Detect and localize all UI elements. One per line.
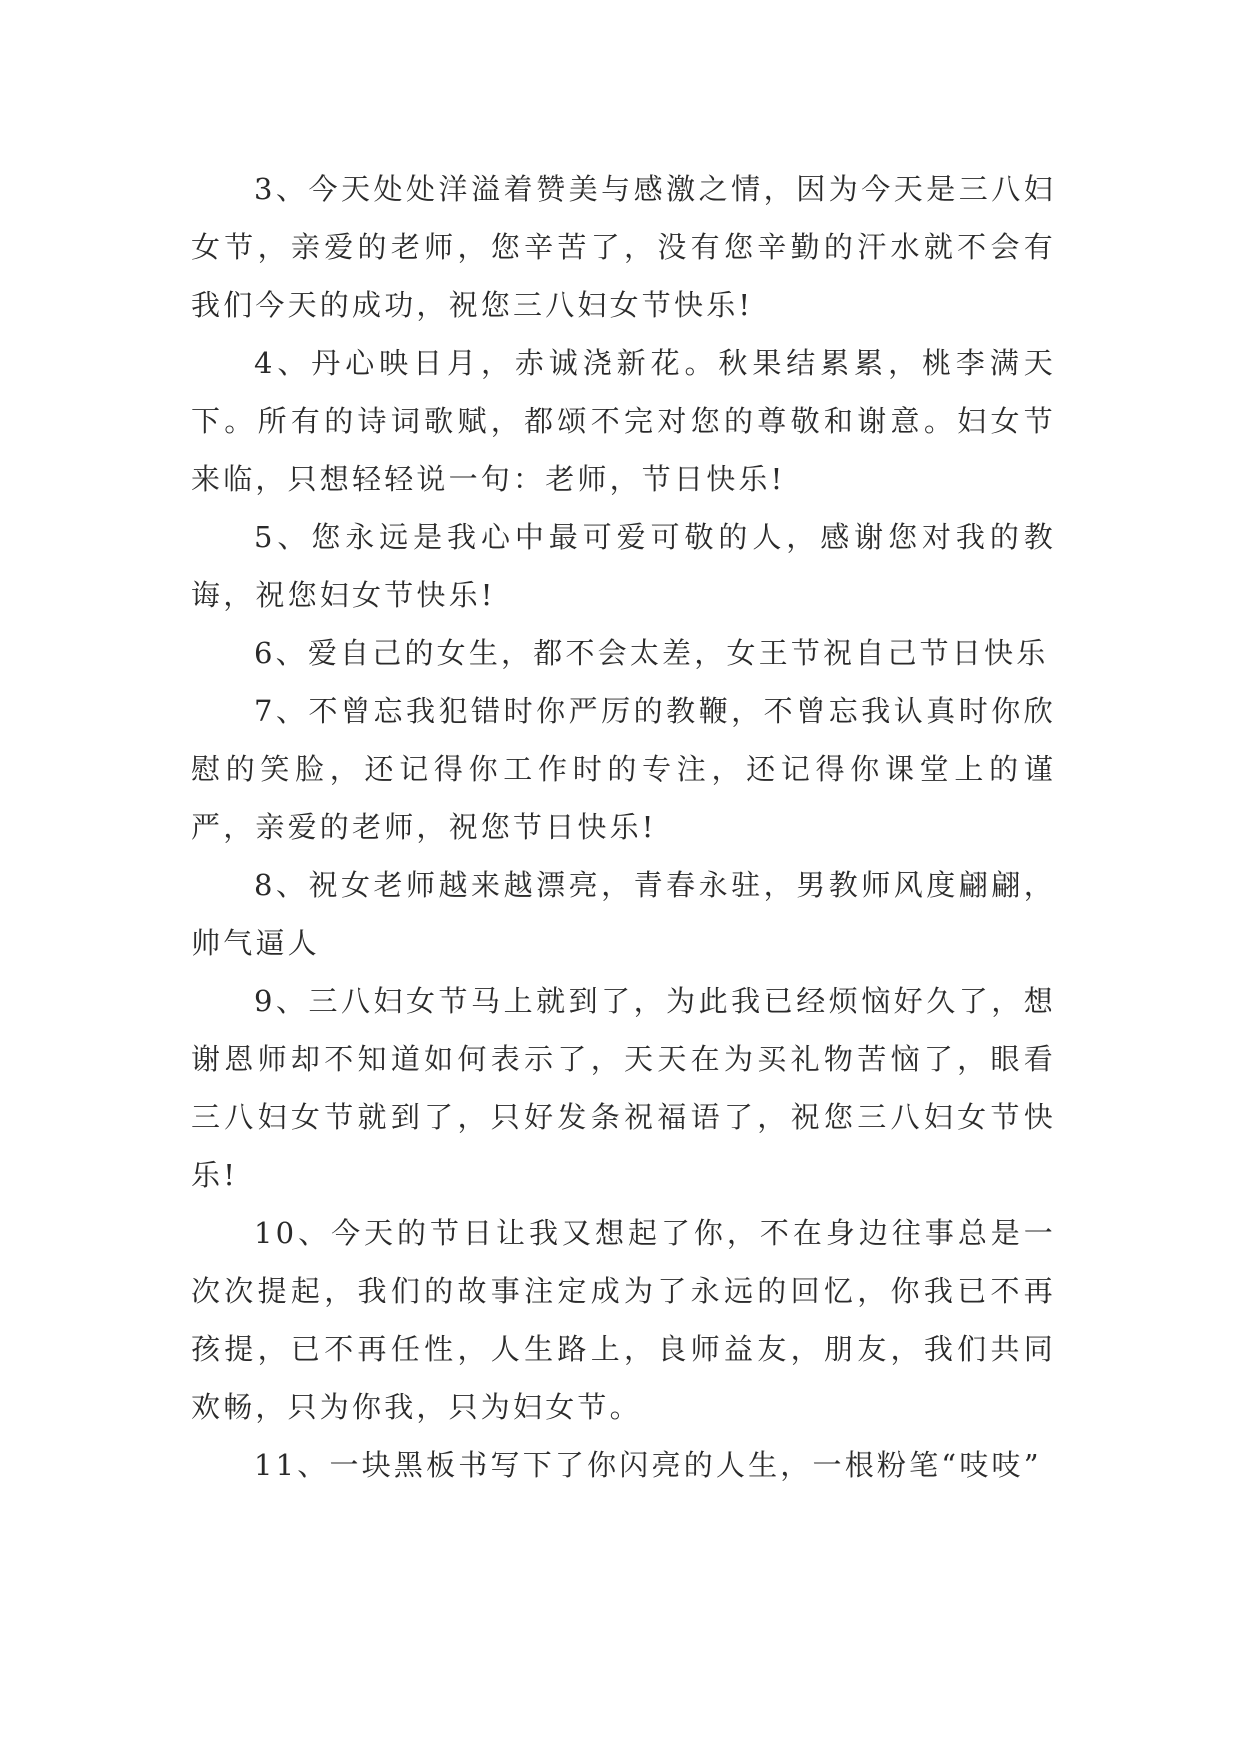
paragraph-11: 11、一块黑板书写下了你闪亮的人生，一根粉笔“吱吱” [254,1448,1042,1482]
paragraph-3: 3、今天处处洋溢着赞美与感激之情，因为今天是三八妇女节，亲爱的老师，您辛苦了，没有您辛勤的汗水就不会有我们今天的成功，祝您三八妇女节快乐! [191,172,1056,322]
paragraph-4: 4、丹心映日月，赤诚浇新花。秋果结累累，桃李满天下。所有的诗词歌赋，都颂不完对您的尊敬和谢意。妇女节来临，只想轻轻说一句：老师，节日快乐! [191,346,1056,496]
document-body [191,160,1056,1494]
paragraph-9: 9、三八妇女节马上就到了，为此我已经烦恼好久了，想谢恩师却不知道如何表示了，天天在为买礼物苦恼了，眼看三八妇女节就到了，只好发条祝福语了，祝您三八妇女节快乐! [191,984,1056,1192]
paragraph-7: 7、不曾忘我犯错时你严厉的教鞭，不曾忘我认真时你欣慰的笑脸，还记得你工作时的专注，还记得你课堂上的谨严，亲爱的老师，祝您节日快乐! [191,694,1056,844]
paragraph-5: 5、您永远是我心中最可爱可敬的人，感谢您对我的教诲，祝您妇女节快乐! [191,520,1056,612]
paragraph-8: 8、祝女老师越来越漂亮，青春永驻，男教师风度翩翩，帅气逼人 [191,868,1056,960]
paragraph-6: 6、爱自己的女生，都不会太差，女王节祝自己节日快乐 [254,636,1049,670]
paragraph-10: 10、今天的节日让我又想起了你，不在身边往事总是一次次提起，我们的故事注定成为了永远的回忆，你我已不再孩提，已不再任性，人生路上，良师益友，朋友，我们共同欢畅，只为你我，只为妇女节。 [191,1216,1056,1424]
